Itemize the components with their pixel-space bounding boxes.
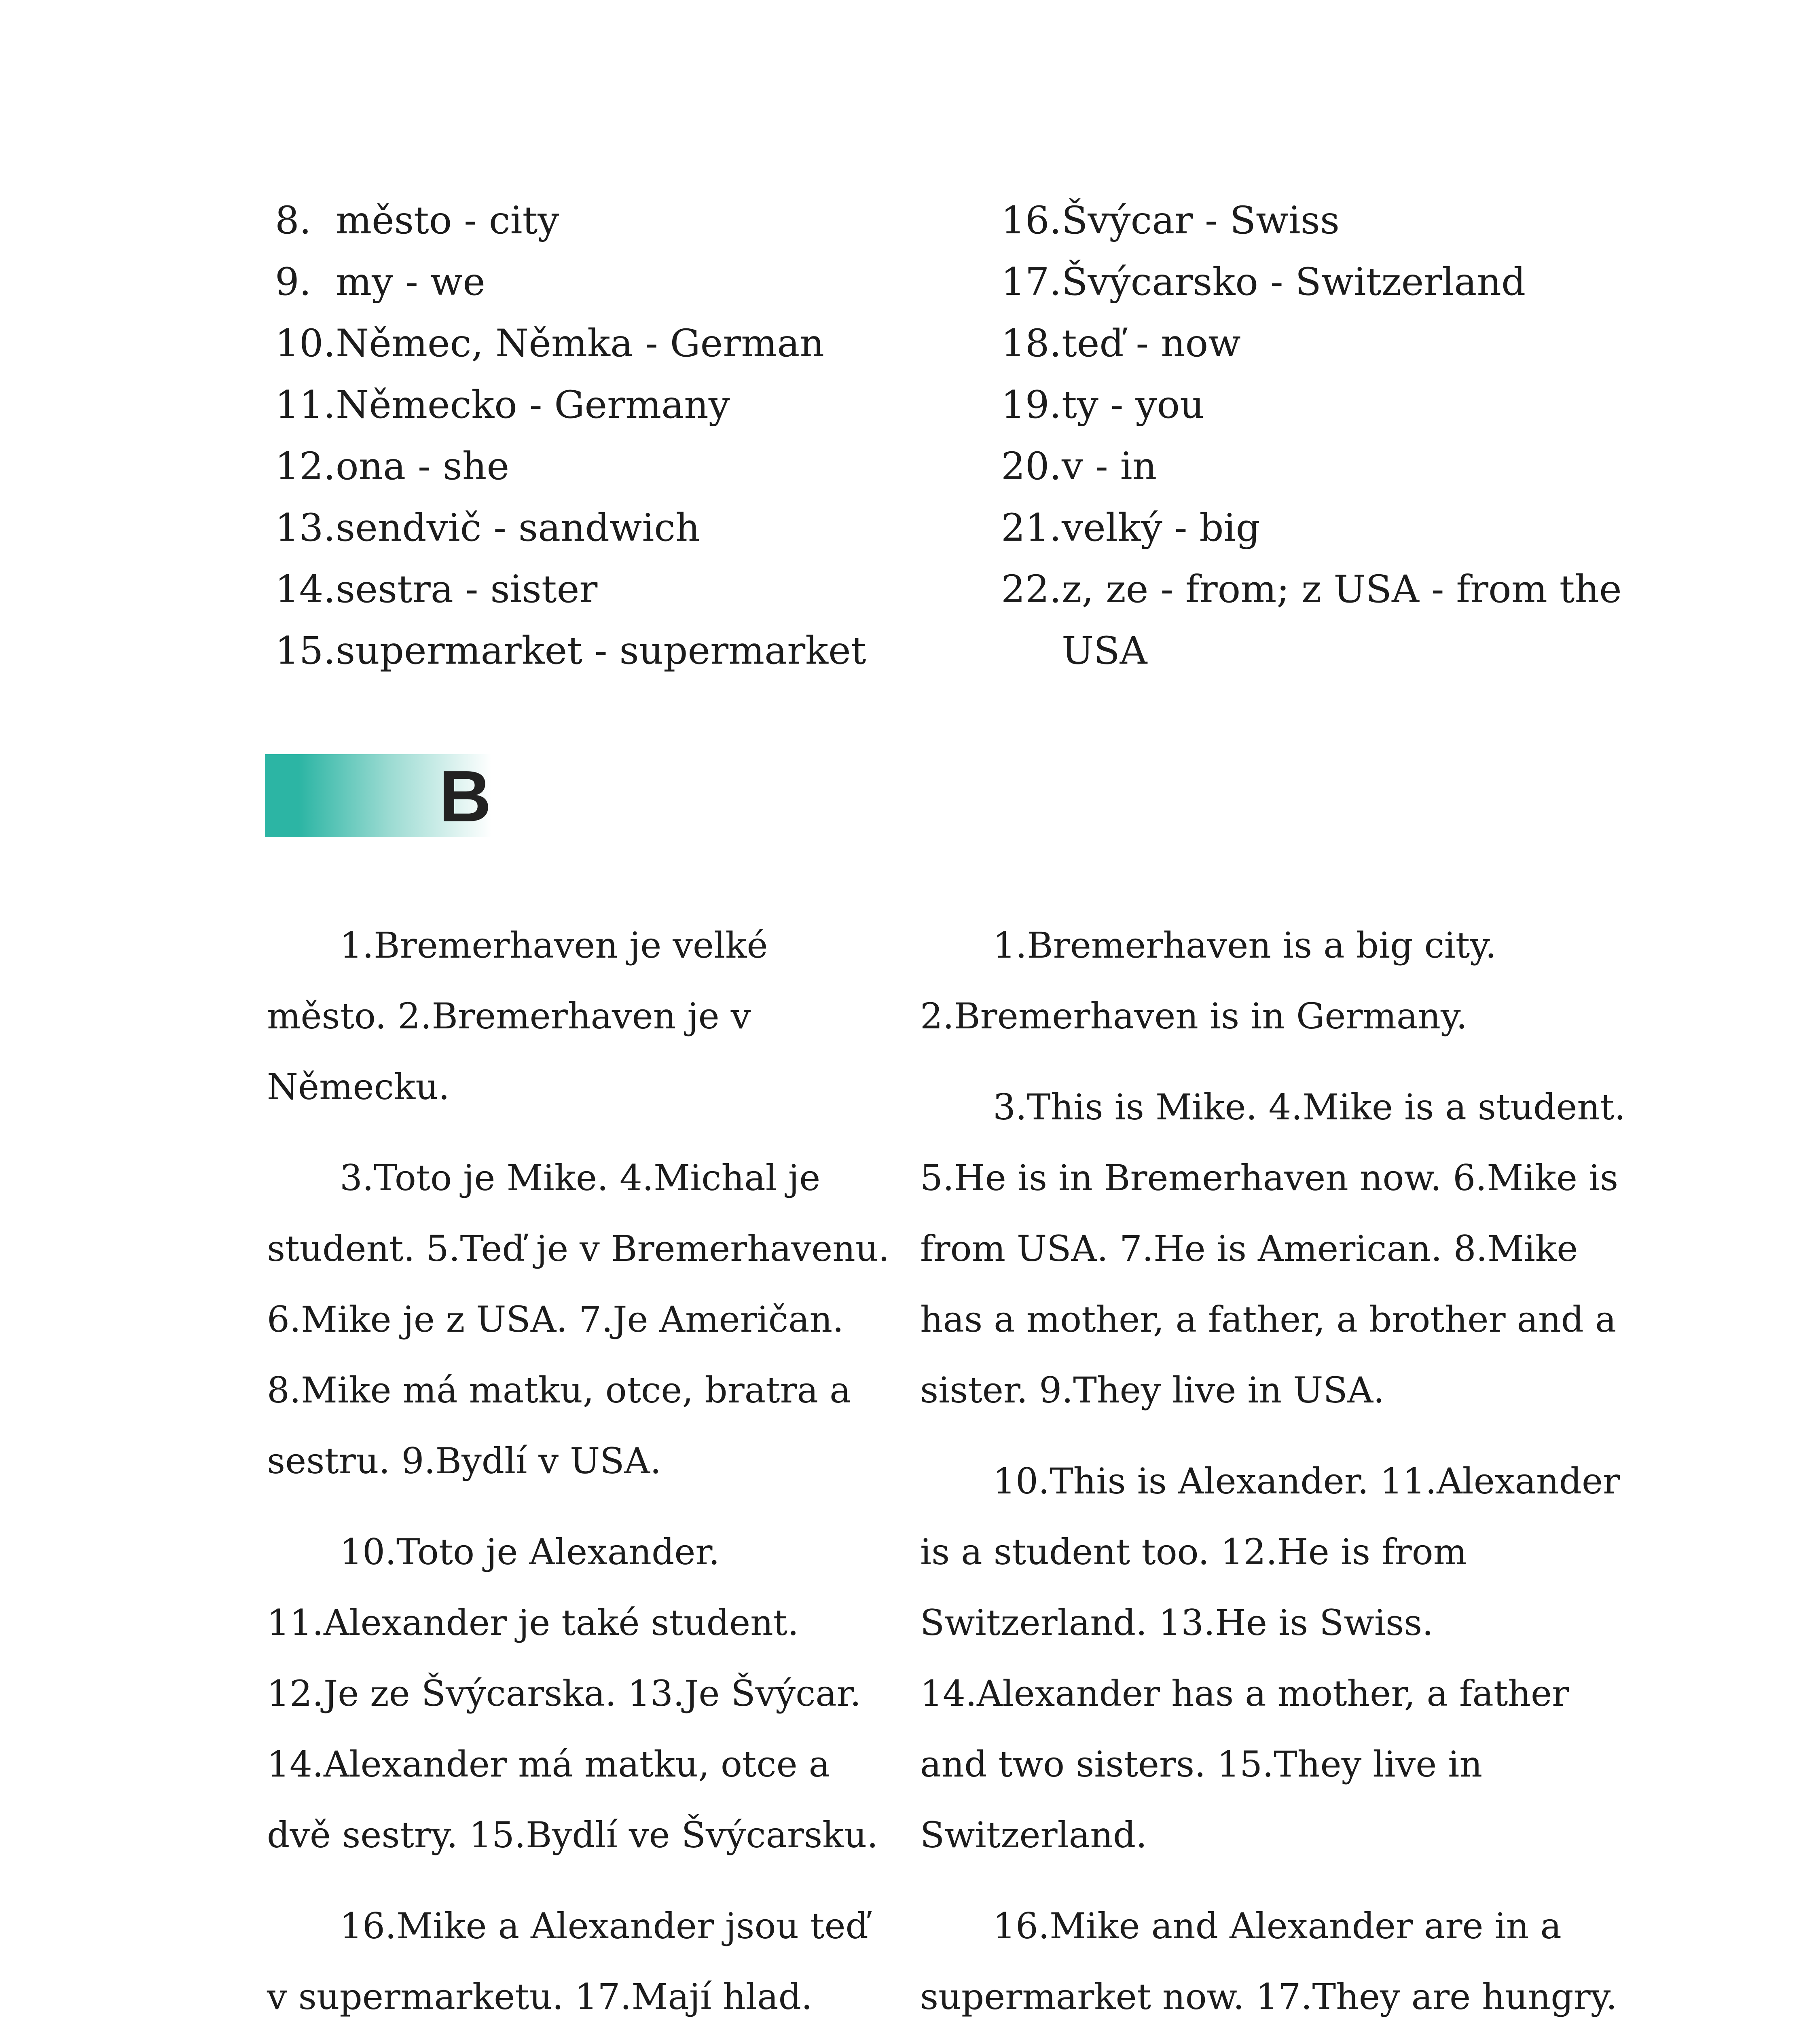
vocab-item-text: Německo - Germany xyxy=(336,383,730,427)
english-paragraph: 1.Bremerhaven is a big city. 2.Bremerhaven is in Germany. xyxy=(920,924,1497,1037)
vocab-item xyxy=(275,559,963,620)
vocab-item-text: my - we xyxy=(336,260,485,304)
vocab-item xyxy=(1001,313,1648,374)
czech-paragraph: 3.Toto je Mike. 4.Michal je student. 5.Teď je v Bremerhavenu. 6.Mike je z USA. 7.Je Američan. 8.Mike má matku, otce, bratra a sestru. 9.Bydlí v USA. xyxy=(267,1157,890,1482)
vocab-item xyxy=(1001,559,1648,682)
vocabulary-list-left xyxy=(275,190,963,682)
czech-text-column xyxy=(267,910,898,2022)
vocab-item-number: 16. xyxy=(1001,199,1062,243)
vocab-item-text: sendvič - sandwich xyxy=(336,506,700,550)
vocab-item-text: Švýcar - Swiss xyxy=(1062,199,1340,243)
czech-paragraph: 10.Toto je Alexander. 11.Alexander je také student. 12.Je ze Švýcarska. 13.Je Švýcar. 14.Alexander má matku, otce a dvě sestry. 15.Bydlí ve Švýcarsku. xyxy=(267,1531,878,1856)
english-paragraph: 16.Mike and Alexander are in a supermarket now. 17.They are hungry. xyxy=(920,1905,1617,2018)
vocab-item xyxy=(275,313,963,374)
vocab-item-number: 20. xyxy=(1001,444,1062,489)
vocab-item xyxy=(1001,374,1648,436)
vocab-item-number: 19. xyxy=(1001,383,1062,427)
vocab-item-text: v - in xyxy=(1062,444,1157,489)
vocab-item xyxy=(275,252,963,313)
vocab-item-number: 18. xyxy=(1001,321,1062,366)
english-text-column xyxy=(920,910,1636,2022)
english-paragraph: 3.This is Mike. 4.Mike is a student. 5.He is in Bremerhaven now. 6.Mike is from USA. 7.He is American. 8.Mike has a mother, a father, a brother and a sister. 9.They live in USA. xyxy=(920,1086,1626,1411)
vocab-item-text: Němec, Němka - German xyxy=(336,321,824,366)
vocab-item xyxy=(1001,190,1648,252)
vocab-item-text: z, ze - from; z USA - from the USA xyxy=(1062,567,1622,673)
vocab-item-text: sestra - sister xyxy=(336,567,598,611)
vocab-item-number: 22. xyxy=(1001,567,1062,611)
vocab-item xyxy=(275,497,963,559)
vocab-item-number: 13. xyxy=(275,506,336,550)
vocab-item-text: velký - big xyxy=(1062,506,1260,550)
vocab-item xyxy=(275,620,963,682)
vocab-item xyxy=(275,374,963,436)
vocab-item-number: 10. xyxy=(275,321,336,366)
czech-paragraph: 1.Bremerhaven je velké město. 2.Bremerhaven je v Německu. xyxy=(267,924,768,1108)
vocab-item-text: teď - now xyxy=(1062,321,1241,366)
vocab-item-text: ty - you xyxy=(1062,383,1204,427)
vocab-item-number: 15. xyxy=(275,629,336,673)
czech-paragraph: 16.Mike a Alexander jsou teď v supermarketu. 17.Mají hlad. xyxy=(267,1905,868,2018)
section-letter: B xyxy=(439,756,491,837)
english-paragraph: 10.This is Alexander. 11.Alexander is a student too. 12.He is from Switzerland. 13.He is Swiss. 14.Alexander has a mother, a father and two sisters. 15.They live in Switzerland. xyxy=(920,1460,1620,1856)
vocab-item-text: Švýcarsko - Switzerland xyxy=(1062,260,1526,304)
vocab-item xyxy=(275,436,963,497)
vocab-item-number: 9. xyxy=(275,260,311,304)
vocabulary-list-right xyxy=(1001,190,1648,682)
vocab-item xyxy=(1001,497,1648,559)
vocab-item-number: 17. xyxy=(1001,260,1062,304)
vocab-item-number: 14. xyxy=(275,567,336,611)
vocab-item xyxy=(1001,252,1648,313)
vocab-item-number: 8. xyxy=(275,199,311,243)
vocab-item xyxy=(1001,436,1648,497)
vocab-item-text: ona - she xyxy=(336,444,510,489)
vocab-item-number: 11. xyxy=(275,383,336,427)
vocab-item-text: město - city xyxy=(336,199,559,243)
vocab-item-number: 21. xyxy=(1001,506,1062,550)
vocab-item-number: 12. xyxy=(275,444,336,489)
section-header-bar xyxy=(265,754,491,837)
vocab-item xyxy=(275,190,963,252)
vocab-item-text: supermarket - supermarket xyxy=(336,629,866,673)
